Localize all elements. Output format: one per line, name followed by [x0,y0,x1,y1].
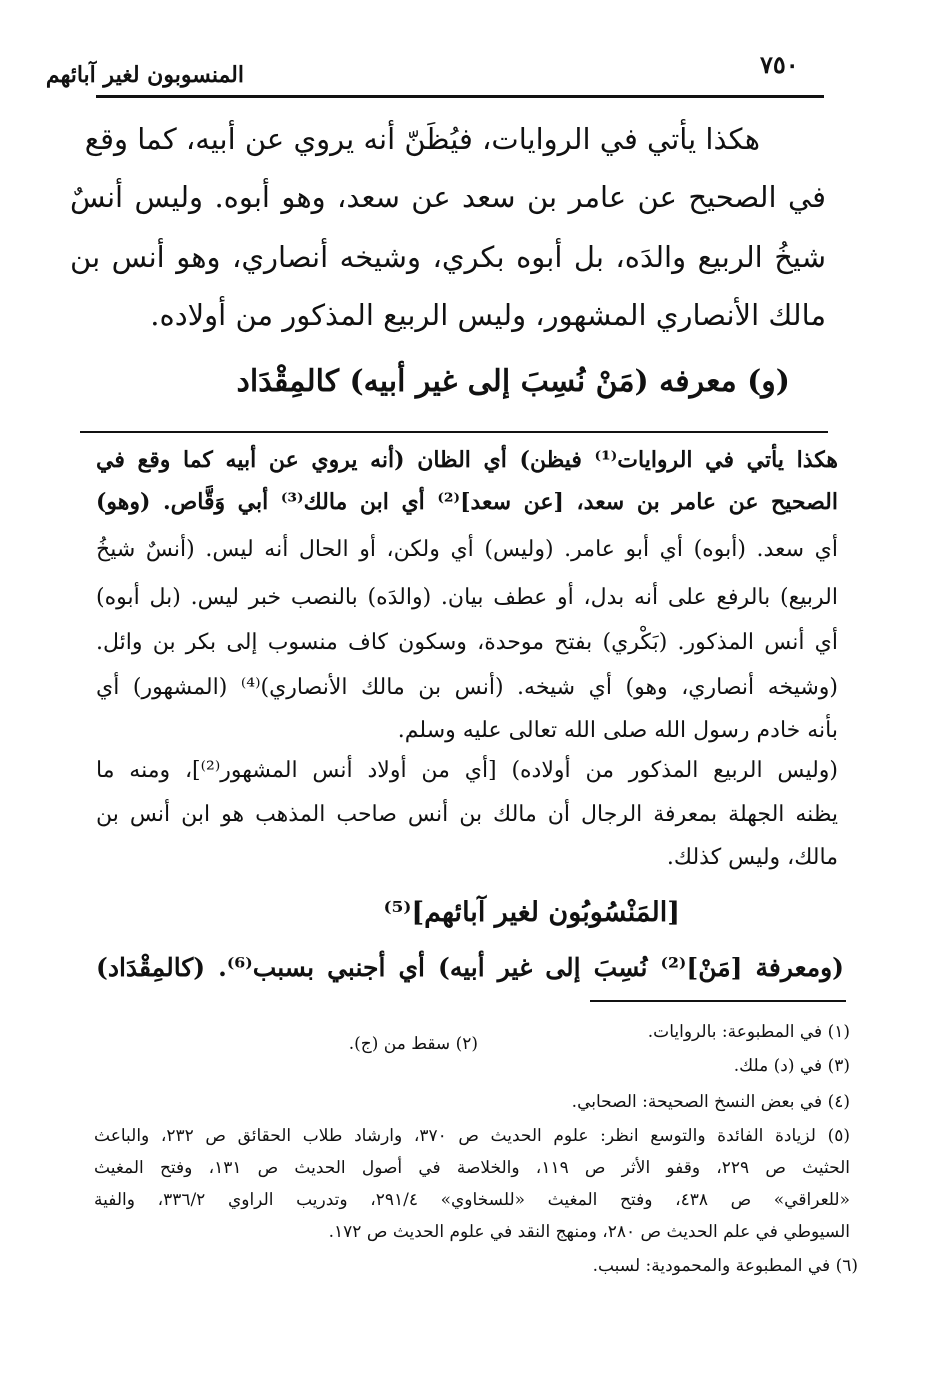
page-number: ٧٥٠ [760,50,799,79]
footnote-5-line: (٥) لزيادة الفائدة والتوسع انظر: علوم الحديث ص ٣٧٠، وارشاد طلاب الحقائق ص ٢٣٢، والباعث [94,1126,851,1146]
commentary-line: هكذا يأتي في الروايات⁽¹⁾ فيظن) أي الظان (أنه يروي عن أبيه كما وقع في [96,447,838,473]
running-title: المنسوبون لغير آبائهم [45,62,244,88]
main-section-heading: (و) معرفه (مَنْ نُسِبَ إلى غير أبيه) كالمِقْدَاد [236,364,790,399]
main-line: مالك الأنصاري المشهور، وليس الربيع المذكور من أولاده. [150,298,826,332]
commentary-line: يظنه الجهلة بمعرفة الرجال أن مالك بن أنس صاحب المذهب هو ابن أنس بن [96,802,838,827]
section-heading: [المَنْسُوبُون لغير آبائهم]⁽⁵⁾ [383,897,680,928]
commentary-line: أي أنس المذكور. (بَكْري) بفتح موحدة، وسكون كاف منسوب إلى بكر بن وائل. [96,630,838,655]
footnote-3: (٣) في (د) ملك. [733,1056,850,1076]
commentary-line: (وشيخه أنصاري، وهو) أي شيخه. (أنس بن مالك الأنصاري)⁽⁴⁾ (المشهور) أي [96,675,838,700]
footnote-6: (٦) في المطبوعة والمحمودية: لسبب. [592,1256,858,1276]
footnote-5-line: الحثيث ص ٢٢٩، وقفو الأثر ص ١١٩، والخلاصة في أصول الحديث ص ١٣١، وفتح المغيث [94,1158,850,1178]
commentary-line: بأنه خادم رسول الله صلى الله تعالى عليه وسلم. [397,718,838,743]
commentary-line: مالك، وليس كذلك. [666,845,838,870]
commentary-line: (وليس الربيع المذكور من أولاده) [أي من أولاد أنس المشهور⁽²⁾]، ومنه ما [96,758,838,783]
commentary-line: أي سعد. (أبوه) أي أبو عامر. (وليس) أي ولكن، أو الحال أنه ليس. (أنسٌ شيخُ [96,537,838,562]
footnote-rule [590,1000,846,1002]
main-line: في الصحيح عن عامر بن سعد عن سعد، وهو أبوه. وليس أنسٌ [70,180,826,214]
main-text-rule [80,431,828,433]
main-line: هكذا يأتي في الروايات، فيُظَنّ أنه يروي عن أبيه، كما وقع [84,122,760,156]
footnote-1: (١) في المطبوعة: بالروايات. [647,1022,850,1042]
commentary-line: الصحيح عن عامر بن سعد، [عن سعد]⁽²⁾ أي ابن مالك⁽³⁾ أبي وَقَّاص. (وهو) [96,489,838,515]
footnote-4: (٤) في بعض النسخ الصحيحة: الصحابي. [571,1092,850,1112]
footnote-5-line: «للعراقي» ص ٤٣٨، وفتح المغيث «للسخاوي» ٢٩١/٤، وتدريب الراوي ٣٣٦/٢، والفية [94,1190,850,1210]
footnote-2: (٢) سقط من (ج). [348,1034,478,1054]
section-intro-line: (ومعرفة [مَنْ]⁽²⁾ نُسِبَ إلى غير أبيه) أي أجنبي بسبب⁽⁶⁾. (كالمِقْدَاد) [96,953,844,982]
commentary-line: الربيع) بالرفع على أنه بدل، أو عطف بيان. (والدَه) بالنصب خبر ليس. (بل أبوه) [96,585,838,610]
header-rule [96,95,824,98]
footnote-5-line: السيوطي في علم الحديث ص ٢٨٠، ومنهج النقد في علوم الحديث ص ١٧٢. [328,1222,850,1242]
main-line: شيخُ الربيع والدَه، بل أبوه بكري، وشيخه أنصاري، وهو أنس بن [70,240,826,274]
